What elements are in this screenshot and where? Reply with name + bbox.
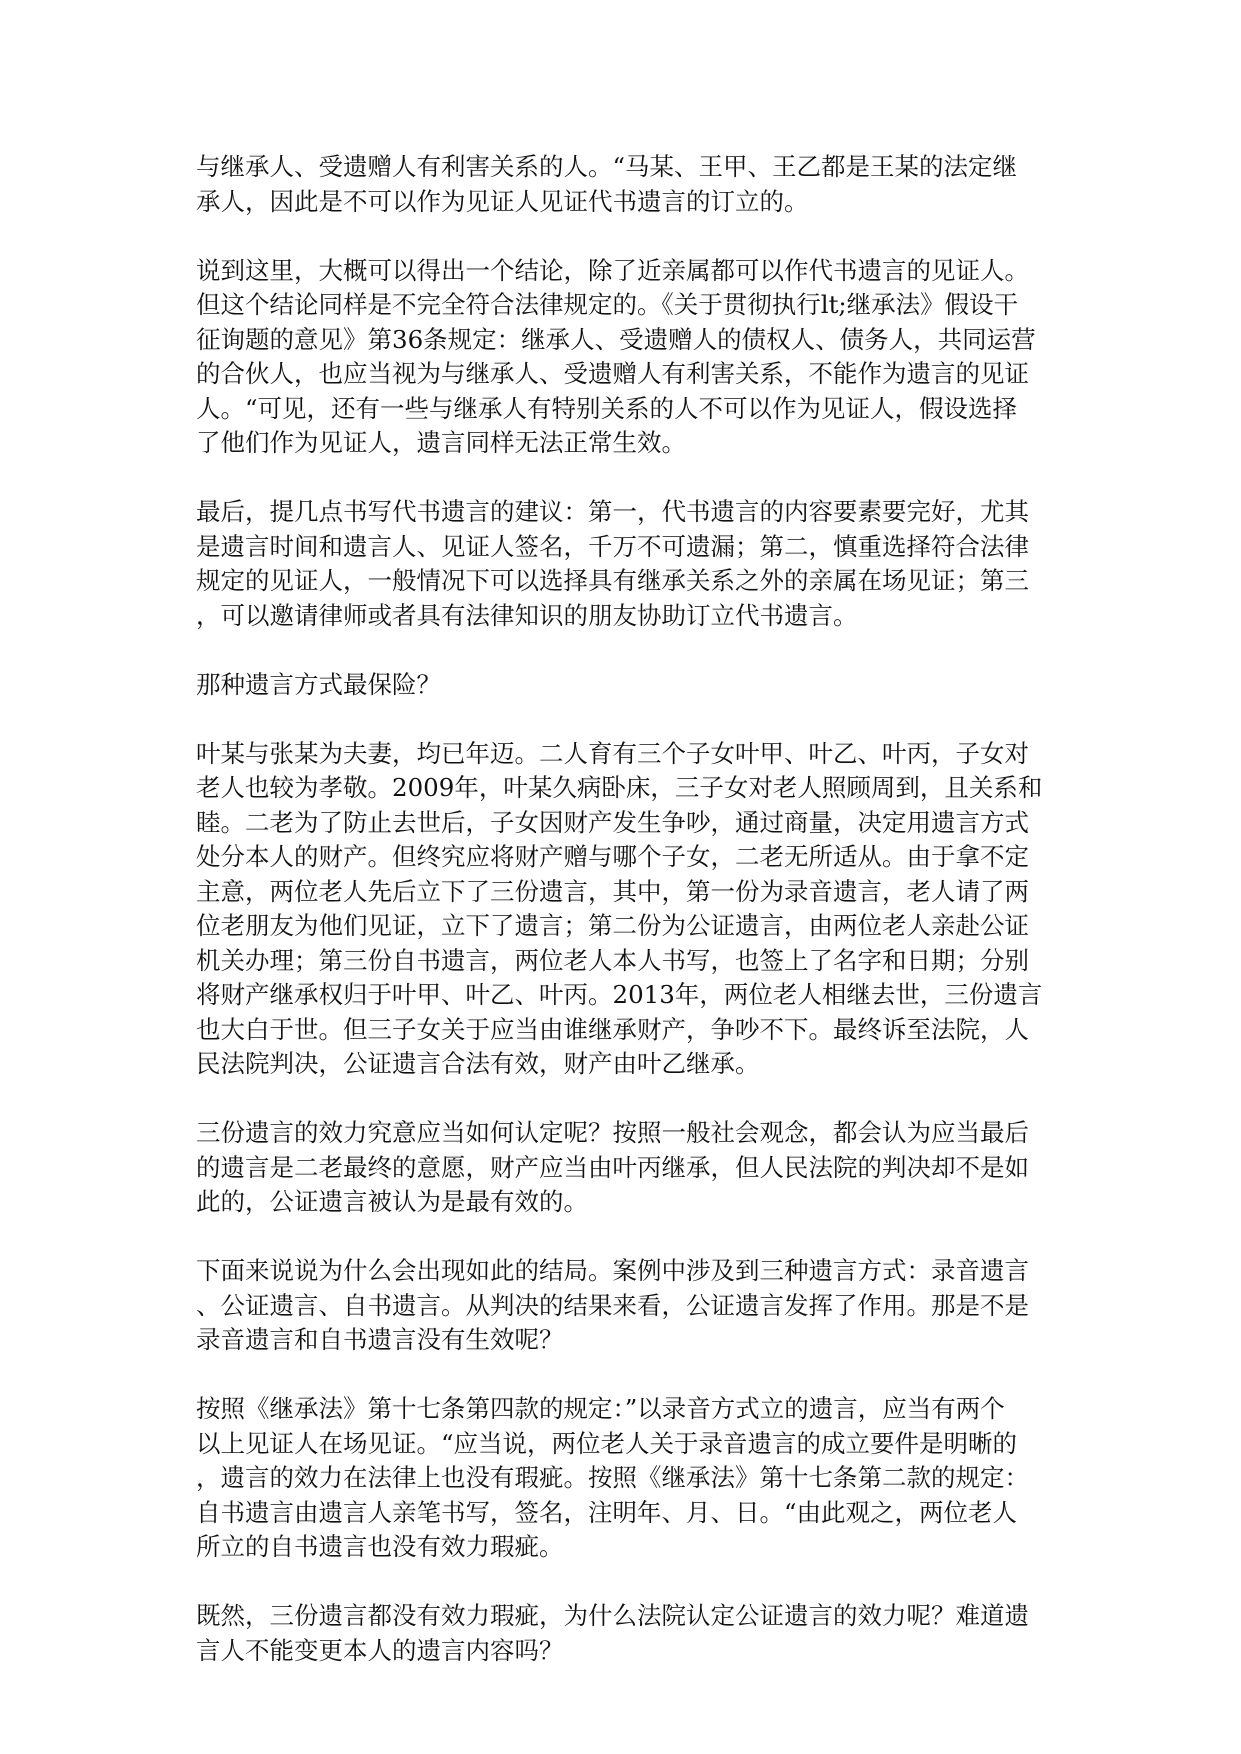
paragraph-case: 叶某与张某为夫妻，均已年迈。二人育有三个子女叶甲、叶乙、叶丙，子女对 老人也较为孝敬。2009年，叶某久病卧床，三子女对老人照顾周到，且关系和 睦。二老为了防止去世后，子女因财产发生争吵，通过商量，决定用遗言方式 处分本人的财产。但终究应将财产赠与哪个子女，二老无所适从。由于拿不定 主意，两位老人先后立下了三份遗言，其中，第一份为录音遗言，老人请了两 位老朋友为他们见证，立下了遗言；第二份为公证遗言，由两位老人亲赴公证 机关办理；第三份自书遗言，两位老人本人书写，也签上了名字和日期；分别 将财产继承权归于叶甲、叶乙、叶丙。2013年，两位老人相继去世，三份遗言 也大白于世。但三子女关于应当由谁继承财产，争吵不下。最终诉至法院，人 民法院判决，公证遗言合法有效，财产由叶乙继承。 [196,738,1043,1078]
document-page [196,150,1056,1703]
paragraph-validity-question: 三份遗言的效力究意应当如何认定呢？按照一般社会观念，都会认为应当最后 的遗言是二老最终的意愿，财产应当由叶丙继承，但人民法院的判决却不是如 此的，公证遗言被认为是最有效的。 [196,1118,1029,1216]
section-heading: 那种遗言方式最保险？ [196,669,441,699]
paragraph-three-methods: 下面来说说为什么会出现如此的结局。案例中涉及到三种遗言方式：录音遗言 、公证遗言、自书遗言。从判决的结果来看，公证遗言发挥了作用。那是不是 录音遗言和自书遗言没有生效呢？ [196,1256,1029,1354]
paragraph-final-question: 既然，三份遗言都没有效力瑕疵，为什么法院认定公证遗言的效力呢？难道遗 言人不能变更本人的遗言内容吗？ [196,1601,1029,1665]
paragraph-legal-basis: 按照《继承法》第十七条第四款的规定：”以录音方式立的遗言，应当有两个 以上见证人在场见证。“应当说，两位老人关于录音遗言的成立要件是明晰的 ，遗言的效力在法律上也没有瑕疵。按照《继承法》第十七条第二款的规定： 自书遗言由遗言人亲笔书写，签名，注明年、月、日。“由此观之，两位老人 所立的自书遗言也没有效力瑕疵。 [196,1394,1029,1561]
paragraph-suggestions: 最后，提几点书写代书遗言的建议：第一，代书遗言的内容要素要完好，尤其 是遗言时间和遗言人、见证人签名，千万不可遗漏；第二，慎重选择符合法律 规定的见证人，一般情况下可以选择具有继承关系之外的亲属在场见证；第三 ，可以邀请律师或者具有法律知识的朋友协助订立代书遗言。 [196,497,1029,630]
paragraph-witness-conclusion: 说到这里，大概可以得出一个结论，除了近亲属都可以作代书遗言的见证人。 但这个结论同样是不完全符合法律规定的。《关于贯彻执行lt;继承法》假设干 征询题的意见》第36条规定：继承人、受遗赠人的债权人、债务人，共同运营 的合伙人，也应当视为与继承人、受遗赠人有利害关系，不能作为遗言的见证 人。“可见，还有一些与继承人有特别关系的人不可以作为见证人，假设选择 了他们作为见证人，遗言同样无法正常生效。 [196,255,1036,457]
paragraph-witness-interest: 与继承人、受遗赠人有利害关系的人。“马某、王甲、王乙都是王某的法定继 承人，因此是不可以作为见证人见证代书遗言的订立的。 [196,152,1018,216]
